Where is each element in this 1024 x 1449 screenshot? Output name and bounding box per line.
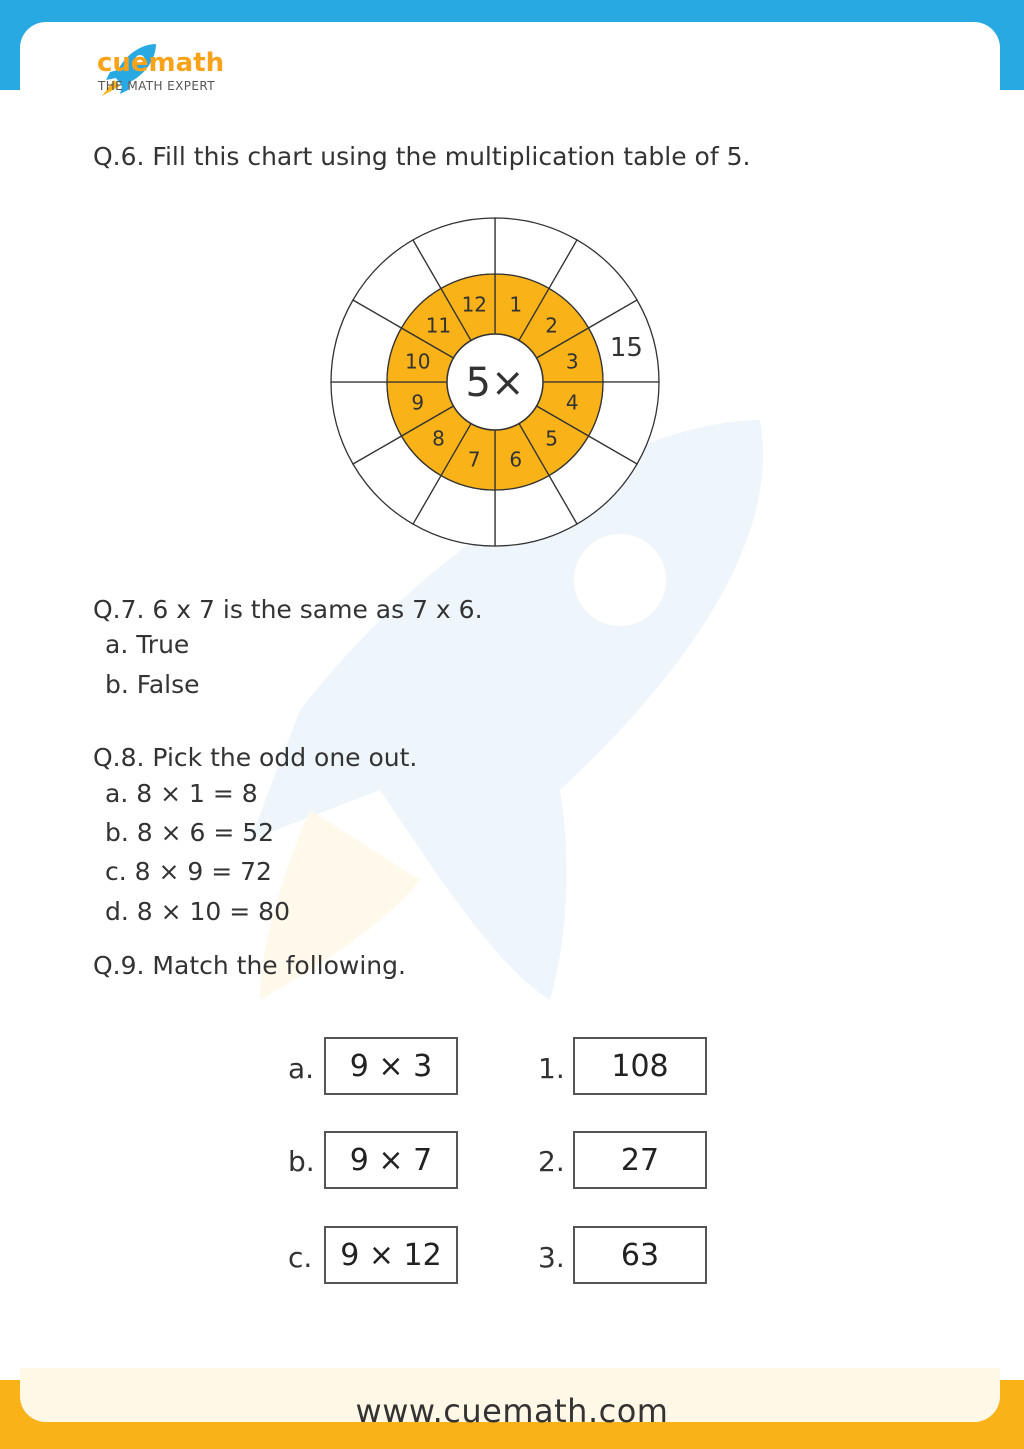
wheel-number-label: 2 [545,313,558,338]
wheel-center-label: 5× [465,360,525,406]
wheel-number-label: 10 [404,349,431,374]
wheel-answer-label: 15 [609,332,643,363]
wheel-number-label: 7 [467,447,481,472]
wheel-number-label: 1 [509,292,523,317]
wheel-number-label: 4 [565,390,579,415]
match-right-label-2: 2. [538,1145,565,1178]
footer-url-link[interactable]: www.cuemath.com [355,1392,669,1430]
wheel-number-label: 3 [565,349,579,374]
question-7-text: Q.7. 6 x 7 is the same as 7 x 6. [93,595,483,624]
brand-tagline: THE MATH EXPERT [98,79,215,93]
match-right-label-1: 1. [538,1052,565,1085]
question-8-option-b[interactable]: b. 8 × 6 = 52 [105,818,275,847]
match-left-label-b: b. [288,1145,315,1178]
match-left-box-a[interactable]: 9 × 3 [324,1037,458,1095]
question-6-text: Q.6. Fill this chart using the multiplication table of 5. [93,142,751,171]
match-right-box-3[interactable]: 63 [573,1226,707,1284]
question-8-option-a[interactable]: a. 8 × 1 = 8 [105,779,258,808]
wheel-number-label: 12 [461,292,488,317]
match-right-label-3: 3. [538,1241,565,1274]
question-8-option-c[interactable]: c. 8 × 9 = 72 [105,857,272,886]
wheel-number-label: 5 [545,426,558,451]
question-7-option-b[interactable]: b. False [105,670,200,699]
multiplication-wheel [329,215,661,549]
match-left-label-a: a. [288,1052,315,1085]
match-left-box-b[interactable]: 9 × 7 [324,1131,458,1189]
wheel-number-label: 8 [432,426,445,451]
wheel-number-label: 9 [411,390,425,415]
match-right-box-2[interactable]: 27 [573,1131,707,1189]
match-left-label-c: c. [288,1241,313,1274]
wheel-number-label: 6 [509,447,523,472]
question-7-option-a[interactable]: a. True [105,630,190,659]
match-left-box-c[interactable]: 9 × 12 [324,1226,458,1284]
wheel-number-label: 11 [425,313,452,338]
question-9-text: Q.9. Match the following. [93,951,406,980]
question-8-option-d[interactable]: d. 8 × 10 = 80 [105,897,290,926]
brand-name: cuemath [97,48,225,78]
question-8-text: Q.8. Pick the odd one out. [93,743,418,772]
match-right-box-1[interactable]: 108 [573,1037,707,1095]
